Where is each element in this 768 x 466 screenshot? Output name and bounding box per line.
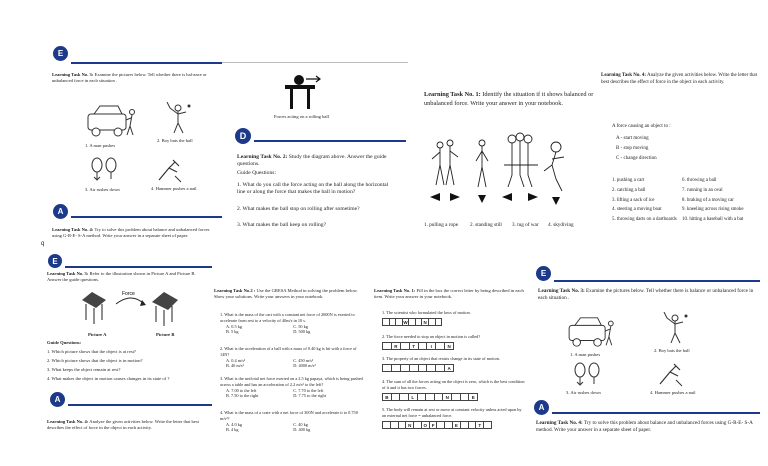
guide-question-3: 3. What makes the ball keep on rolling? (237, 222, 327, 228)
boy-bat-illustration (662, 312, 690, 346)
answer-box (401, 343, 410, 349)
task-instruction: Learning Task No. 2: Study the diagram above. Answer the guide questions. (237, 154, 387, 168)
fill-item-5: 5. The body will remain at rest or move at constant velocity unless acted upon by an external net force = unbalanced force. N O F E T (382, 407, 522, 428)
answer-box: T (476, 422, 484, 428)
panel-task4-effects (598, 66, 768, 242)
guide-questions-title: Guide Questions: (47, 340, 82, 345)
answer-box (418, 394, 427, 400)
diagram-caption: Forces acting on a rolling ball (274, 114, 329, 119)
section-badge-d: D (235, 128, 251, 144)
caption-3: 3. Air rushes down (85, 187, 120, 192)
section-rule (554, 280, 760, 282)
answer-boxes (382, 421, 492, 429)
boy-bat-illustration (165, 102, 193, 136)
caption-4: 4. Hammer pushes a nail (151, 186, 197, 191)
panel-task1-fill-boxes (372, 286, 530, 446)
task4-instruction: Learning Task No. 4: Try to solve this problem about balance and unbalanced forces using G-R-E- S-A method. Write your answer in a separate sheet of paper. (536, 420, 753, 433)
caption-2: 2. Boy bats the ball (654, 348, 690, 353)
answer-box: N (422, 319, 429, 325)
fill-item-2: 2. The force needed to stop an object in motion is called? R T I N (382, 334, 481, 349)
answer-box (436, 343, 445, 349)
task-instruction: Learning Task No. 1: Identify the situation if it shows balanced or unbalanced force. Write your answer in your notebook. (424, 91, 594, 107)
answer-box (400, 394, 409, 400)
answer-box: F (430, 422, 438, 428)
section-badge-e: E (48, 254, 62, 268)
caption-3: 3. tug of war (512, 222, 539, 228)
task-instruction: Learning Task No. 3: Refer to the illustration shown in Picture A and Picture B. Answer the guide questions. (47, 271, 196, 283)
answer-box (469, 422, 477, 428)
answer-box (461, 422, 469, 428)
guide-questions-title: Guide Questions: (237, 170, 276, 176)
section-badge-a: A (53, 204, 68, 219)
answer-box (437, 422, 445, 428)
answer-box (392, 365, 401, 371)
answer-box: A (447, 365, 451, 371)
guide-question-2: 2. Which picture shows that the object is in motion? (47, 358, 143, 363)
task-instruction: Learning Task No. 3: Examine the pictures below. Tell whether there is bal-ance or unbalanced force in each situation . (52, 72, 207, 84)
balloon-illustration (89, 157, 119, 181)
answer-box: N (443, 394, 452, 400)
answer-box (399, 422, 407, 428)
answer-box (419, 343, 428, 349)
effect-b: B - stop moving (616, 146, 649, 151)
effect-a: A - start moving (616, 136, 649, 141)
answer-box: I (427, 343, 436, 349)
car-push-illustration (562, 314, 617, 350)
task-instruction: Learning Task No. 3: Examine the pictures below. Tell whether there is balance or unbalanced force in each situation . (538, 288, 754, 301)
answer-box: E (471, 394, 475, 400)
section-badge-e: E (536, 266, 551, 281)
problem-1: 1. What is the mass of the cart with a constant net force of 2000N is exerted to accelerate from rest to a velocity of 40m/s in 10 s. A. 0.5 kg C. 50 kgB. 5 kg D. 500 kg (220, 312, 355, 335)
answer-box (435, 394, 444, 400)
stray-mark: q (41, 241, 45, 247)
car-push-illustration (82, 102, 137, 140)
answer-box (383, 422, 391, 428)
problem-4: 4. What is the mass of a crate with a net force of 300N and accelerate it to 0.750 m/s²? A. 4.0 kg C. 40 kgB. 4 kg D. 400 kg (220, 410, 358, 433)
guide-question-1: 1. What do you call the force acting on the ball along the horizontal line or along the force that makes the ball in motion? (237, 182, 389, 196)
section-badge-a: A (534, 400, 549, 415)
section-badge-a: A (50, 392, 65, 407)
answer-box: B (383, 394, 392, 400)
guide-question-2: 2. What makes the ball stop on rolling after sometime? (237, 206, 360, 212)
section-rule (552, 412, 760, 414)
task4-instruction: Learning Task No. 4: Analyze the given activities below. Write the letter that best describes the effect of force in the object in each activity. (47, 419, 199, 431)
answer-box: L (409, 394, 418, 400)
answer-box: O (422, 422, 430, 428)
answer-box (410, 365, 419, 371)
answer-box (383, 365, 392, 371)
picture-a-label: Picture A (88, 332, 107, 337)
task-instruction: Learning Task No.2 : Use the GRESA Method in solving the problem below. Show your solutions. Write your answers in your notebook. (214, 288, 358, 300)
section-rule (71, 216, 222, 218)
answer-box (436, 365, 445, 371)
answer-box (391, 422, 399, 428)
problem-3: 3. What is the net/total net force exerted on a 2.5 kg papaya, which is being pushed across a table and has an acceleration of 2.2 m/s² to the left? A. 7.00 to the left C. 7.70 to the leftB. 7.50 to the right D. 7.75 to the right (220, 376, 363, 399)
panel-task3-pictures (42, 252, 212, 442)
answer-box (419, 365, 428, 371)
caption-1: 1. A man pushes (570, 352, 601, 357)
answer-box (427, 365, 436, 371)
fill-item-4: 4. The sum of all the forces acting on the object is zero, which is the best condition of it and it has two forces. B L N E (382, 379, 525, 400)
ball-on-table-illustration (282, 72, 322, 112)
caption-1: 1. A man pushes (85, 143, 116, 148)
panel-task3-balanced (47, 40, 222, 248)
answer-boxes (382, 393, 478, 401)
picture-a-b-illustration (72, 286, 192, 330)
answer-box: N (447, 343, 451, 349)
answer-box (426, 394, 435, 400)
effect-c: C - change direction (616, 156, 657, 161)
task-instruction: Learning Task No. 1: Fill in the box the correct letter by being described in each item. Write your answer in your notebook. (374, 288, 524, 300)
answer-box: W (403, 319, 408, 325)
guide-question-1: 1. Which picture shows that the object is at rest? (47, 349, 136, 354)
task4-instruction: Learning Task No. 4: Try to solve this problem about balance and unbalanced forces using G-R-E- S-A method. Write your answer in a separate sheet of paper. (52, 227, 210, 239)
effects-intro: A force causing an object to : (612, 124, 671, 129)
section-rule (65, 266, 212, 268)
section-rule (71, 62, 222, 64)
answer-box (452, 394, 461, 400)
fill-item-1: 1. The scientist who formulated the laws of motion. W N (382, 310, 471, 325)
answer-box (436, 319, 442, 325)
task-instruction: Learning Task No. 4: Analyze the given activities below. Write the letter that best describes the effect of force in the object in each activity. (601, 73, 758, 85)
forces-illustration (428, 125, 568, 217)
picture-b-label: Picture B (156, 332, 175, 337)
svg-text:Force: Force (122, 291, 135, 297)
guide-question-4: 4. What makes the object in motion causes changes in its state of ? (47, 376, 170, 381)
section-rule (68, 404, 212, 406)
panel-task1-forces (420, 85, 598, 245)
activity-list-left: 1. pushing a cart 2. catching a ball 3. lifting a sack of ice 4. steering a moving boat 5. throwing darts on a dartboards (612, 178, 677, 223)
fill-item-3: 3. The property of an object that resists change in its state of motion. A (382, 356, 500, 371)
section-badge-e: E (53, 46, 68, 61)
answer-box: N (406, 422, 414, 428)
answer-box: T (410, 343, 419, 349)
answer-box (484, 422, 491, 428)
answer-boxes (382, 318, 442, 326)
answer-boxes (382, 342, 454, 350)
hammer-illustration (155, 158, 183, 184)
caption-1: 1. pulling a rope (424, 222, 458, 228)
caption-4: 4. skydiving (548, 222, 574, 228)
panel-task2-gresa (212, 286, 370, 446)
caption-4: 4. Hammer pushes a nail (650, 390, 696, 395)
guide-question-3: 3. What keeps the object remain at rest? (47, 367, 121, 372)
section-rule (254, 140, 406, 142)
caption-2: 2. Boy bats the ball (157, 138, 193, 143)
answer-box (445, 422, 453, 428)
answer-box (392, 394, 401, 400)
answer-box (461, 394, 470, 400)
answer-box (401, 365, 410, 371)
hammer-illustration (656, 362, 684, 388)
problem-2: 2. What is the acceleration of a ball with a mass of 0.40 kg is hit with a force of 14N? A. 0.4 m/s² C. 450 m/s²B. 40 m/s² D. 4000 m/s² (220, 346, 357, 369)
balloon-illustration (572, 362, 602, 386)
answer-box (383, 343, 392, 349)
caption-3: 3. Air rushes down (566, 390, 601, 395)
panel-task2-rolling-ball (222, 62, 408, 245)
caption-2: 2. standing still (470, 222, 502, 228)
activity-list-right: 6. throwing a ball 7. running in an oval 8. braking of a moving car 9. kneeling across rising smoke 10. hitting a baseball with a bat (682, 178, 744, 223)
answer-box (414, 422, 422, 428)
answer-box: R (392, 343, 401, 349)
answer-box: E (453, 422, 461, 428)
answer-boxes (382, 364, 454, 372)
panel-task3-balanced-copy (532, 262, 760, 442)
